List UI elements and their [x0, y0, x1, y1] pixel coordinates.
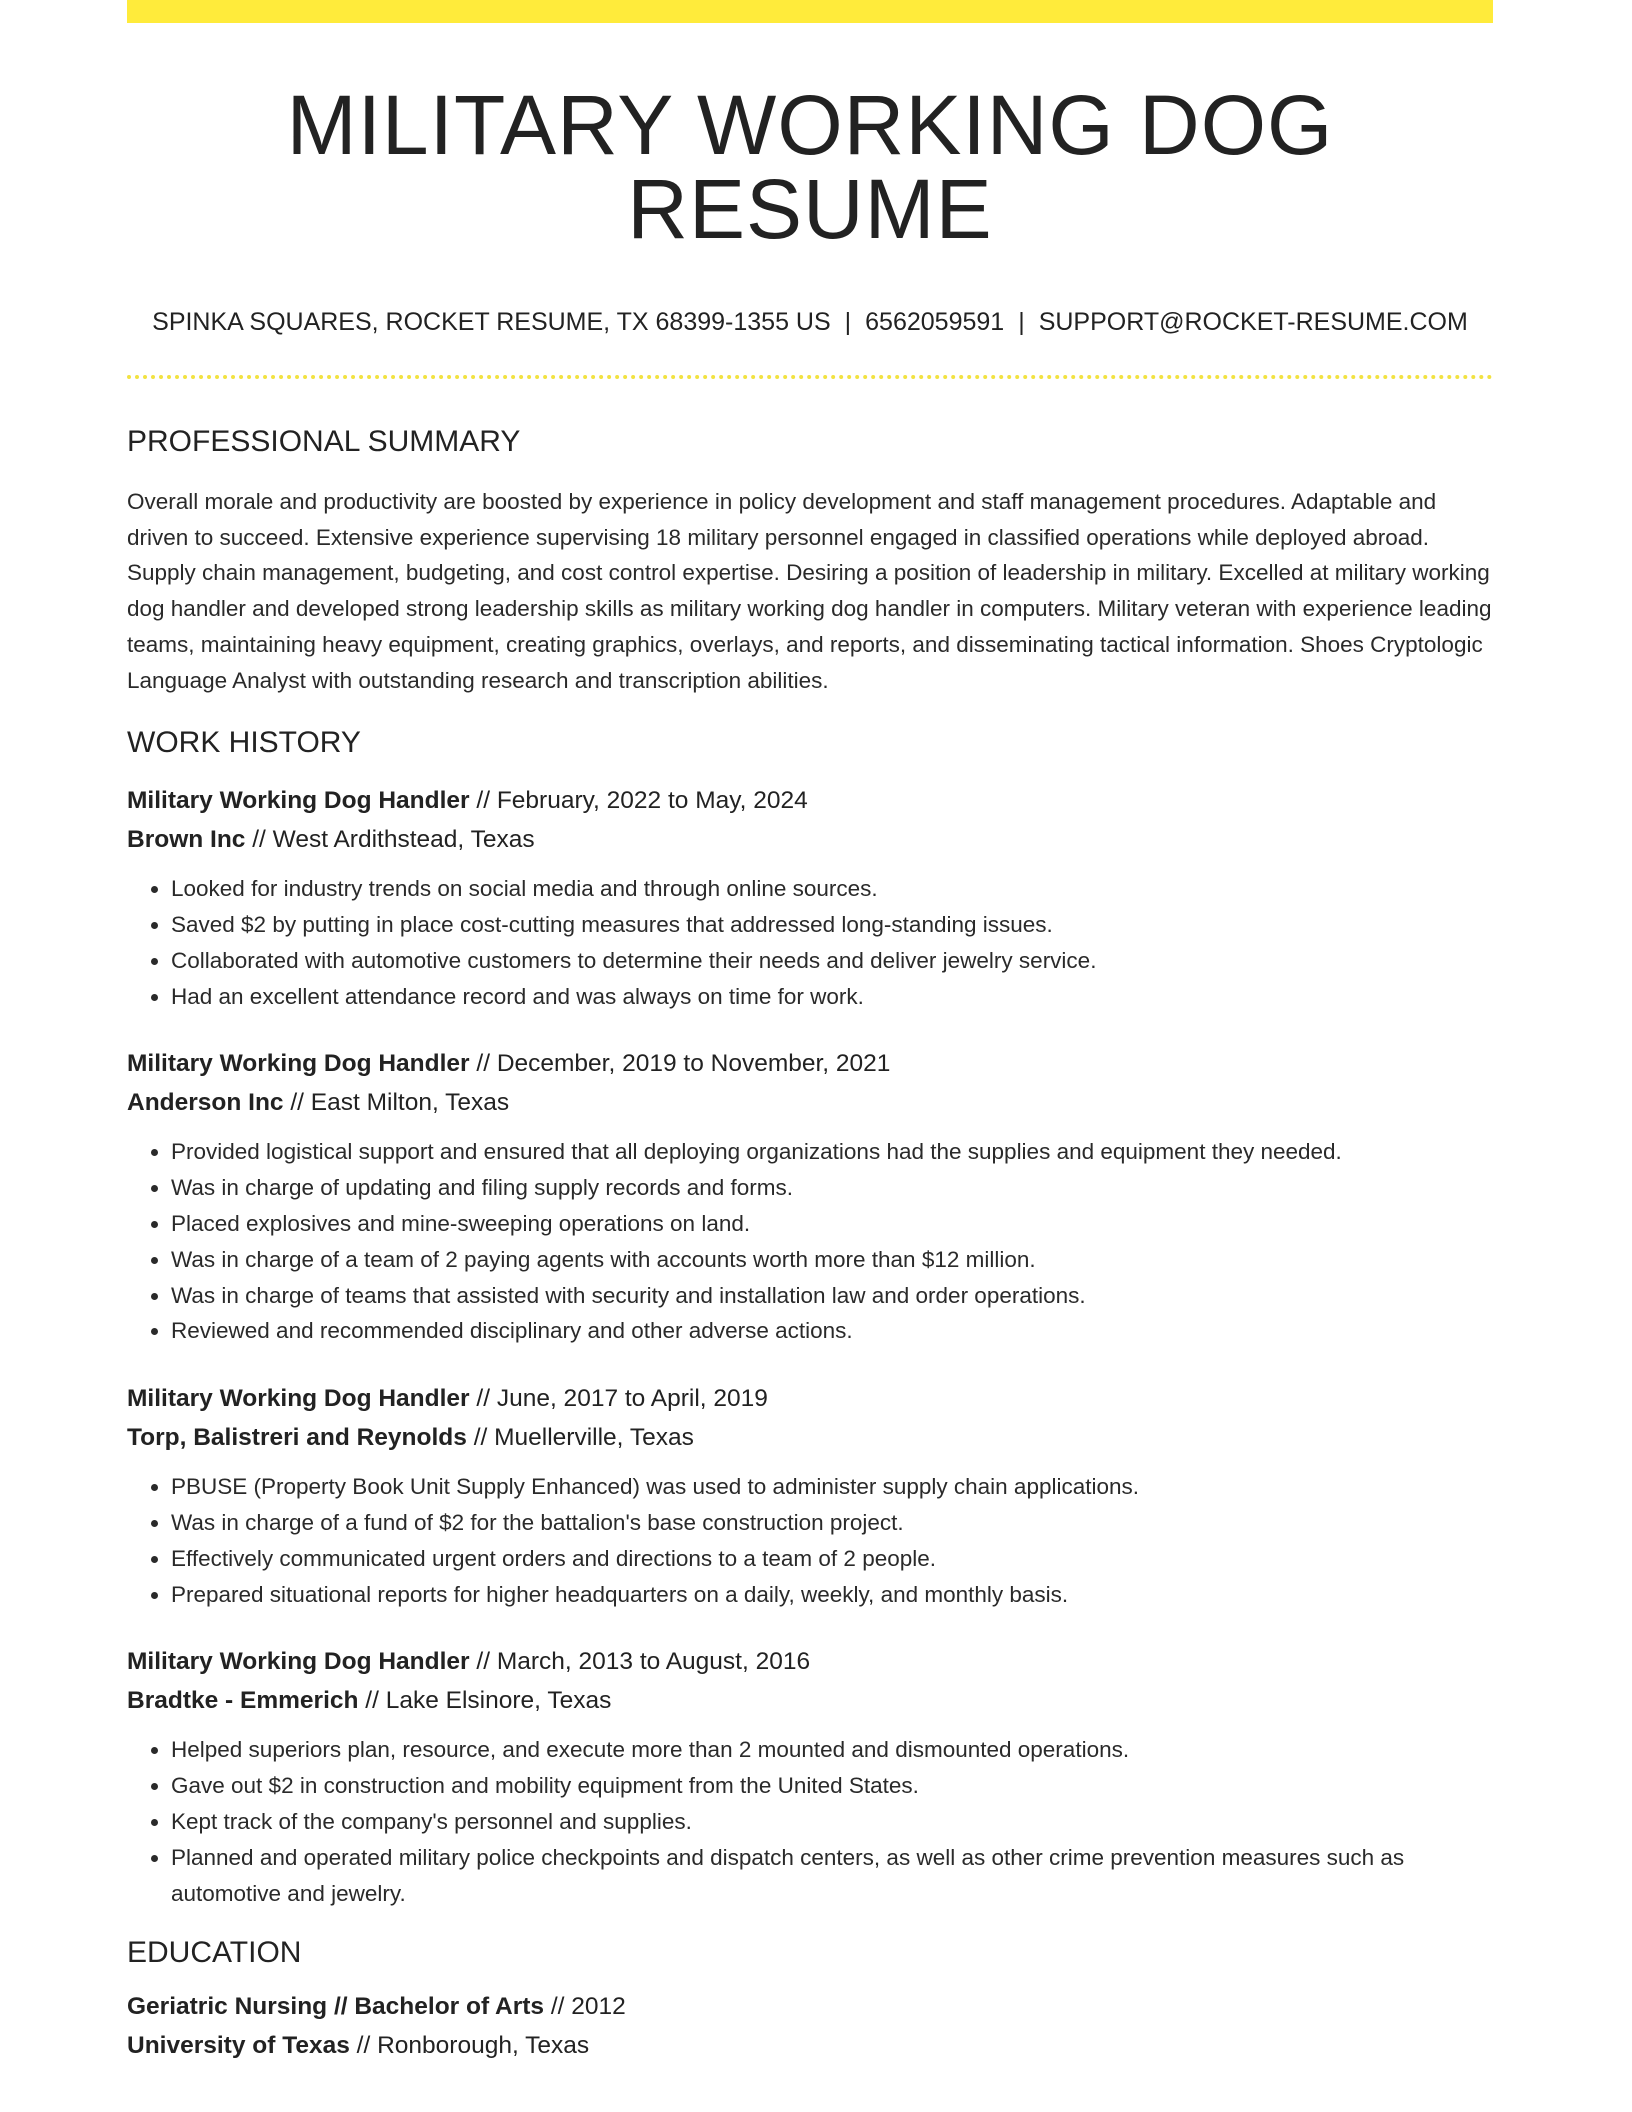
top-accent-bar [127, 0, 1493, 23]
list-item: • Had an excellent attendance record and was always on time for work. [171, 979, 1493, 1015]
job-dates: // June, 2017 to April, 2019 [469, 1385, 768, 1413]
list-item: • Placed explosives and mine-sweeping operations on land. [171, 1206, 1493, 1242]
job-role: Military Working Dog Handler [127, 1648, 470, 1676]
job-dates: // March, 2013 to August, 2016 [469, 1648, 811, 1676]
education-entry [127, 1987, 1493, 2065]
contact-phone: 6562059591 [865, 308, 1005, 336]
contact-separator: | [844, 308, 852, 336]
dotted-divider [127, 375, 1493, 379]
job-bullets [127, 1134, 1493, 1349]
summary-text: Overall morale and productivity are boosted by experience in policy development and staff management procedures. Adaptable and driven to succeed. Extensive experience supervising 18 military personnel engaged in classified operations while deployed abroad. Supply chain management, budgeting, and cost control expertise. Desiring a position of leadership in military. Excelled at military working dog handler and developed strong leadership skills as military working dog handler in computers. Military veteran with experience leading teams, maintaining heavy equipment, creating graphics, overlays, and reports, and disseminating tactical information. Shoes Cryptologic Language Analyst with outstanding research and transcription abilities. [127, 489, 1492, 693]
education-heading: EDUCATION [127, 1936, 302, 1970]
list-item: • Was in charge of a team of 2 paying agents with accounts worth more than $12 million. [171, 1242, 1493, 1278]
list-item: • PBUSE (Property Book Unit Supply Enhanced) was used to administer supply chain applications. [171, 1469, 1493, 1505]
list-item: • Was in charge of updating and filing supply records and forms. [171, 1170, 1493, 1206]
list-item: • Effectively communicated urgent orders and directions to a team of 2 people. [171, 1541, 1493, 1577]
list-item: • Kept track of the company's personnel and supplies. [171, 1804, 1493, 1840]
job-bullets [127, 1469, 1493, 1612]
job-company: Torp, Balistreri and Reynolds [127, 1424, 467, 1452]
resume-title: MILITARY WORKING DOG RESUME [286, 78, 1334, 256]
list-item: • Looked for industry trends on social media and through online sources. [171, 871, 1493, 907]
contact-line [127, 307, 1493, 337]
job-title-line [127, 1642, 1493, 1681]
list-item: • Was in charge of teams that assisted with security and installation law and order operations. [171, 1278, 1493, 1314]
resume-page [127, 0, 1493, 2065]
job-title-line [127, 1379, 1493, 1418]
job-company: Anderson Inc [127, 1089, 284, 1117]
list-item: • Was in charge of a fund of $2 for the battalion's base construction project. [171, 1505, 1493, 1541]
list-item: • Helped superiors plan, resource, and execute more than 2 mounted and dismounted operations. [171, 1732, 1493, 1768]
job-company-line [127, 820, 1493, 859]
job-company-line [127, 1418, 1493, 1457]
contact-address: SPINKA SQUARES, ROCKET RESUME, TX 68399-1355 US [152, 308, 831, 336]
list-item: • Reviewed and recommended disciplinary and other adverse actions. [171, 1313, 1493, 1349]
education-year: // 2012 [544, 1993, 626, 2021]
job-entry [127, 1642, 1493, 1911]
job-company-line [127, 1083, 1493, 1122]
job-dates: // December, 2019 to November, 2021 [469, 1050, 891, 1078]
list-item: • Provided logistical support and ensured that all deploying organizations had the supplies and equipment they needed. [171, 1134, 1493, 1170]
job-dates: // February, 2022 to May, 2024 [469, 787, 808, 815]
education-school-line [127, 2026, 1493, 2065]
job-bullets [127, 1732, 1493, 1911]
job-entry [127, 781, 1493, 1014]
education-degree: Geriatric Nursing // Bachelor of Arts [127, 1993, 545, 2021]
work-history-heading: WORK HISTORY [127, 726, 361, 760]
education-location: // Ronborough, Texas [349, 2032, 590, 2060]
job-entry [127, 1044, 1493, 1349]
job-bullets [127, 871, 1493, 1014]
job-location: // Lake Elsinore, Texas [358, 1687, 612, 1715]
list-item: • Prepared situational reports for higher headquarters on a daily, weekly, and monthly basis. [171, 1577, 1493, 1613]
education-school: University of Texas [127, 2032, 350, 2060]
job-role: Military Working Dog Handler [127, 787, 470, 815]
job-location: // Muellerville, Texas [466, 1424, 694, 1452]
job-title-line [127, 781, 1493, 820]
list-item: • Saved $2 by putting in place cost-cutting measures that addressed long-standing issues. [171, 907, 1493, 943]
list-item: • Planned and operated military police checkpoints and dispatch centers, as well as other crime prevention measures such as automotive and jewelry. [171, 1840, 1493, 1912]
contact-separator: | [1018, 308, 1025, 336]
job-title-line [127, 1044, 1493, 1083]
job-location: // West Ardithstead, Texas [245, 826, 535, 854]
job-role: Military Working Dog Handler [127, 1385, 470, 1413]
job-company: Bradtke - Emmerich [127, 1687, 359, 1715]
job-role: Military Working Dog Handler [127, 1050, 470, 1078]
job-company: Brown Inc [127, 826, 246, 854]
summary-heading: PROFESSIONAL SUMMARY [127, 425, 521, 458]
list-item: • Gave out $2 in construction and mobility equipment from the United States. [171, 1768, 1493, 1804]
education-degree-line [127, 1987, 1493, 2026]
contact-email: SUPPORT@ROCKET-RESUME.COM [1038, 308, 1468, 336]
list-item: • Collaborated with automotive customers to determine their needs and deliver jewelry service. [171, 943, 1493, 979]
job-company-line [127, 1681, 1493, 1720]
job-entry [127, 1379, 1493, 1612]
job-location: // East Milton, Texas [283, 1089, 510, 1117]
